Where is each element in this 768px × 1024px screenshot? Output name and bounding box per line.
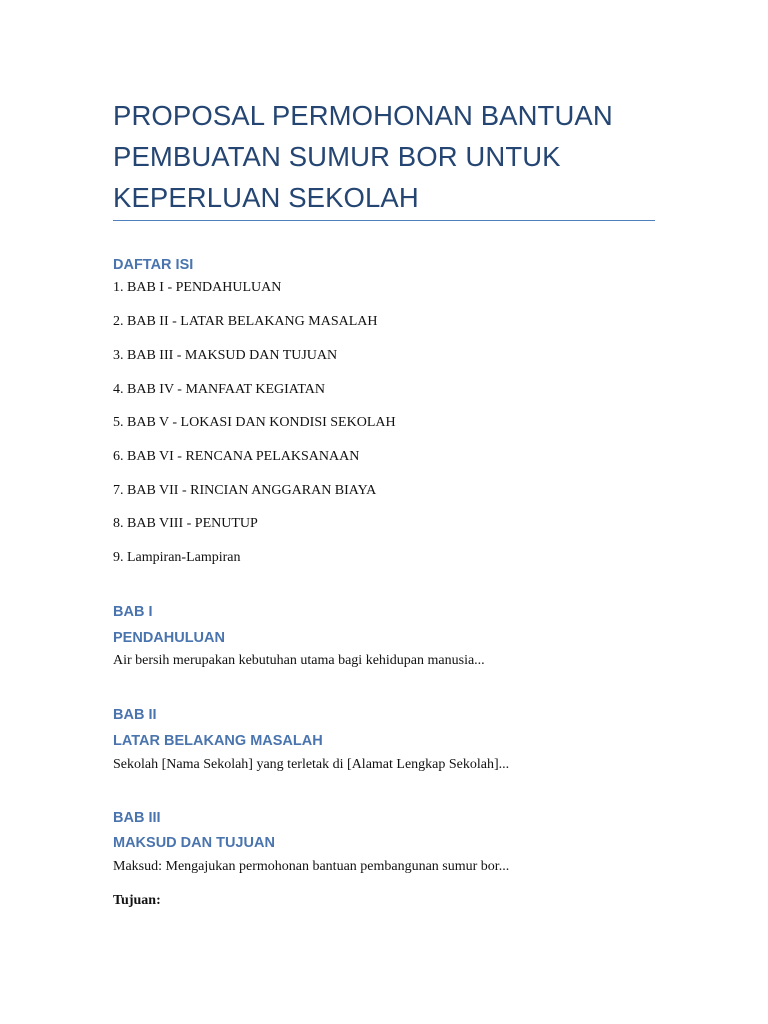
- section-chapter-label: BAB II: [113, 707, 157, 723]
- toc-item: 4. BAB IV - MANFAAT KEGIATAN: [113, 382, 325, 397]
- title-line-3: KEPERLUAN SEKOLAH: [113, 182, 419, 213]
- toc-item: 2. BAB II - LATAR BELAKANG MASALAH: [113, 314, 378, 329]
- toc-item: 5. BAB V - LOKASI DAN KONDISI SEKOLAH: [113, 415, 396, 430]
- section-title: LATAR BELAKANG MASALAH: [113, 733, 323, 749]
- section-title: MAKSUD DAN TUJUAN: [113, 835, 275, 851]
- toc-item: 6. BAB VI - RENCANA PELAKSANAAN: [113, 449, 360, 464]
- title-line-1: PROPOSAL PERMOHONAN BANTUAN: [113, 100, 613, 131]
- toc-item: 7. BAB VII - RINCIAN ANGGARAN BIAYA: [113, 483, 377, 498]
- section-paragraph: Sekolah [Nama Sekolah] yang terletak di [Alamat Lengkap Sekolah]...: [113, 757, 510, 772]
- toc-item: 9. Lampiran-Lampiran: [113, 550, 241, 565]
- section-paragraph: Air bersih merupakan kebutuhan utama bagi kehidupan manusia...: [113, 653, 485, 668]
- toc-item: 1. BAB I - PENDAHULUAN: [113, 280, 282, 295]
- toc-heading: DAFTAR ISI: [113, 257, 194, 273]
- tujuan-label: Tujuan:: [113, 893, 161, 908]
- title-line-2: PEMBUATAN SUMUR BOR UNTUK: [113, 141, 561, 172]
- toc-item: 3. BAB III - MAKSUD DAN TUJUAN: [113, 348, 338, 363]
- section-chapter-label: BAB I: [113, 604, 153, 620]
- title-divider: [113, 220, 655, 221]
- toc-item: 8. BAB VIII - PENUTUP: [113, 516, 258, 531]
- section-chapter-label: BAB III: [113, 810, 161, 826]
- section-title: PENDAHULUAN: [113, 630, 225, 646]
- section-paragraph: Maksud: Mengajukan permohonan bantuan pembangunan sumur bor...: [113, 859, 510, 874]
